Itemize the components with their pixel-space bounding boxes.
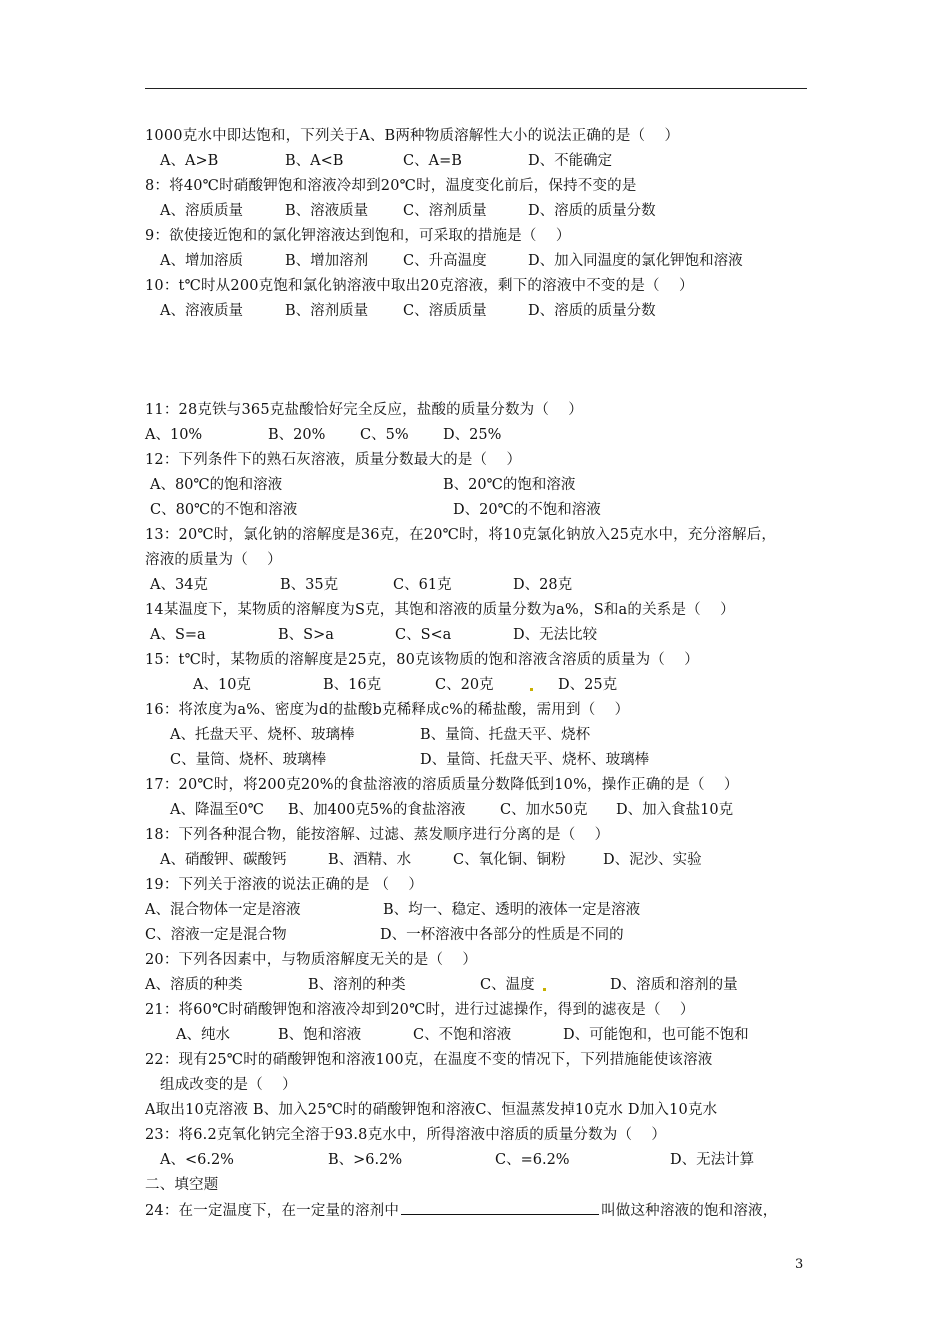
q20-option-d: D、溶质和溶剂的量	[610, 977, 738, 993]
q11-option-a: A、10%	[145, 427, 203, 443]
q9-stem: 9：欲使接近饱和的氯化钾溶液达到饱和，可采取的措施是（ ）	[145, 228, 571, 244]
q14-option-a: A、S=a	[150, 627, 206, 643]
q15-stem: 15：t℃时，某物质的溶解度是25克，80克该物质的饱和溶液含溶质的质量为（ ）	[145, 652, 699, 668]
q18-option-c: C、氧化铜、铜粉	[453, 852, 566, 868]
q11-option-c: C、5%	[360, 427, 409, 443]
q24-suffix: 叫做这种溶液的饱和溶液，	[601, 1203, 778, 1219]
q21-stem: 21：将60℃时硝酸钾饱和溶液冷却到20℃时，进行过滤操作，得到的滤夜是（ ）	[145, 1002, 695, 1018]
q16-option-b: B、量筒、托盘天平、烧杯	[420, 727, 591, 743]
q10-option-b: B、溶剂质量	[285, 303, 369, 319]
q20-option-b: B、溶剂的种类	[308, 977, 406, 993]
q13-stem-line2: 溶液的质量为（ ）	[145, 552, 282, 568]
q12-option-b: B、20℃的饱和溶液	[443, 477, 576, 493]
q20-option-c: C、温度	[480, 977, 535, 993]
q7-option-d: D、不能确定	[528, 153, 613, 169]
q14-stem: 14某温度下，某物质的溶解度为S克，其饱和溶液的质量分数为a%，S和a的关系是（ ）	[145, 602, 735, 618]
scan-speck	[530, 688, 533, 691]
q15-option-c: C、20克	[435, 677, 494, 693]
q7-option-c: C、A=B	[403, 153, 462, 169]
q19-stem: 19：下列关于溶液的说法正确的是 （ ）	[145, 877, 424, 893]
q11-option-b: B、20%	[268, 427, 326, 443]
q22-options: A取出10克溶液 B、加入25℃时的硝酸钾饱和溶液C、恒温蒸发掉10克水 D加入10克水	[145, 1102, 718, 1118]
q21-option-d: D、可能饱和，也可能不饱和	[563, 1027, 749, 1043]
scan-speck	[543, 988, 546, 991]
q19-option-a: A、混合物体一定是溶液	[145, 902, 301, 918]
q13-option-d: D、28克	[513, 577, 573, 593]
q24-prefix: 24：在一定温度下，在一定量的溶剂中	[145, 1203, 400, 1219]
q12-option-a: A、80℃的饱和溶液	[150, 477, 283, 493]
q13-option-c: C、61克	[393, 577, 452, 593]
q15-option-a: A、10克	[193, 677, 251, 693]
q21-option-c: C、不饱和溶液	[413, 1027, 512, 1043]
q9-option-c: C、升高温度	[403, 253, 487, 269]
q7-option-a: A、A>B	[160, 153, 219, 169]
q14-option-d: D、无法比较	[513, 627, 598, 643]
q7-stem: 1000克水中即达饱和，下列关于A、B两种物质溶解性大小的说法正确的是（ ）	[145, 128, 680, 144]
q21-option-b: B、饱和溶液	[278, 1027, 362, 1043]
q12-option-d: D、20℃的不饱和溶液	[453, 502, 601, 518]
q13-option-a: A、34克	[150, 577, 208, 593]
q10-option-d: D、溶质的质量分数	[528, 303, 656, 319]
q19-option-d: D、一杯溶液中各部分的性质是不同的	[380, 927, 624, 943]
q23-option-a: A、<6.2%	[160, 1152, 234, 1168]
q17-option-a: A、降温至0℃	[170, 802, 264, 818]
q11-stem: 11：28克铁与365克盐酸恰好完全反应，盐酸的质量分数为（ ）	[145, 402, 584, 418]
q23-option-b: B、>6.2%	[328, 1152, 403, 1168]
q19-option-c: C、溶液一定是混合物	[145, 927, 287, 943]
q18-option-b: B、酒精、水	[328, 852, 412, 868]
q20-option-a: A、溶质的种类	[145, 977, 243, 993]
q24-line	[145, 1200, 777, 1221]
q14-option-b: B、S>a	[278, 627, 334, 643]
q8-option-d: D、溶质的质量分数	[528, 203, 656, 219]
q16-stem: 16：将浓度为a%、密度为d的盐酸b克稀释成c%的稀盐酸，需用到（ ）	[145, 702, 630, 718]
q16-option-a: A、托盘天平、烧杯、玻璃棒	[170, 727, 355, 743]
q8-option-c: C、溶剂质量	[403, 203, 487, 219]
q22-stem-line1: 22：现有25℃时的硝酸钾饱和溶液100克，在温度不变的情况下，下列措施能使该溶液	[145, 1052, 713, 1068]
q18-option-d: D、泥沙、实验	[603, 852, 702, 868]
q13-option-b: B、35克	[280, 577, 339, 593]
q23-option-c: C、=6.2%	[495, 1152, 570, 1168]
q9-option-a: A、增加溶质	[160, 253, 243, 269]
q9-option-b: B、增加溶剂	[285, 253, 369, 269]
q15-option-d: D、25克	[558, 677, 618, 693]
header-rule	[145, 88, 807, 89]
q17-option-c: C、加水50克	[500, 802, 588, 818]
q10-option-a: A、溶液质量	[160, 303, 243, 319]
q17-option-b: B、加400克5%的食盐溶液	[288, 802, 466, 818]
section-heading: 二、填空题	[145, 1177, 219, 1193]
q10-stem: 10：t℃时从200克饱和氯化钠溶液中取出20克溶液，剩下的溶液中不变的是（ ）	[145, 278, 694, 294]
q8-option-b: B、溶液质量	[285, 203, 369, 219]
q18-option-a: A、硝酸钾、碳酸钙	[160, 852, 287, 868]
q12-option-c: C、80℃的不饱和溶液	[150, 502, 298, 518]
q23-stem: 23：将6.2克氧化钠完全溶于93.8克水中，所得溶液中溶质的质量分数为（ ）	[145, 1127, 667, 1143]
q21-option-a: A、纯水	[176, 1027, 230, 1043]
q22-stem-line2: 组成改变的是（ ）	[160, 1077, 297, 1093]
q16-option-c: C、量筒、烧杯、玻璃棒	[170, 752, 327, 768]
q19-option-b: B、均一、稳定、透明的液体一定是溶液	[383, 902, 641, 918]
q11-option-d: D、25%	[443, 427, 502, 443]
q18-stem: 18：下列各种混合物，能按溶解、过滤、蒸发顺序进行分离的是（ ）	[145, 827, 610, 843]
q23-option-d: D、无法计算	[670, 1152, 755, 1168]
page-number: 3	[795, 1257, 804, 1272]
q10-option-c: C、溶质质量	[403, 303, 487, 319]
q20-stem: 20：下列各因素中，与物质溶解度无关的是（ ）	[145, 952, 478, 968]
q17-option-d: D、加入食盐10克	[616, 802, 734, 818]
q12-stem: 12：下列条件下的熟石灰溶液，质量分数最大的是（ ）	[145, 452, 522, 468]
q14-option-c: C、S<a	[395, 627, 452, 643]
q16-option-d: D、量筒、托盘天平、烧杯、玻璃棒	[420, 752, 650, 768]
q24-answer-blank[interactable]	[401, 1200, 599, 1215]
q8-stem: 8：将40℃时硝酸钾饱和溶液冷却到20℃时，温度变化前后，保持不变的是	[145, 178, 637, 194]
q8-option-a: A、溶质质量	[160, 203, 243, 219]
q13-stem-line1: 13：20℃时，氯化钠的溶解度是36克，在20℃时，将10克氯化钠放入25克水中，充分溶解后，	[145, 527, 777, 543]
q15-option-b: B、16克	[323, 677, 382, 693]
q17-stem: 17：20℃时，将200克20%的食盐溶液的溶质质量分数降低到10%，操作正确的是（ ）	[145, 777, 739, 793]
q9-option-d: D、加入同温度的氯化钾饱和溶液	[528, 253, 743, 269]
q7-option-b: B、A<B	[285, 153, 344, 169]
